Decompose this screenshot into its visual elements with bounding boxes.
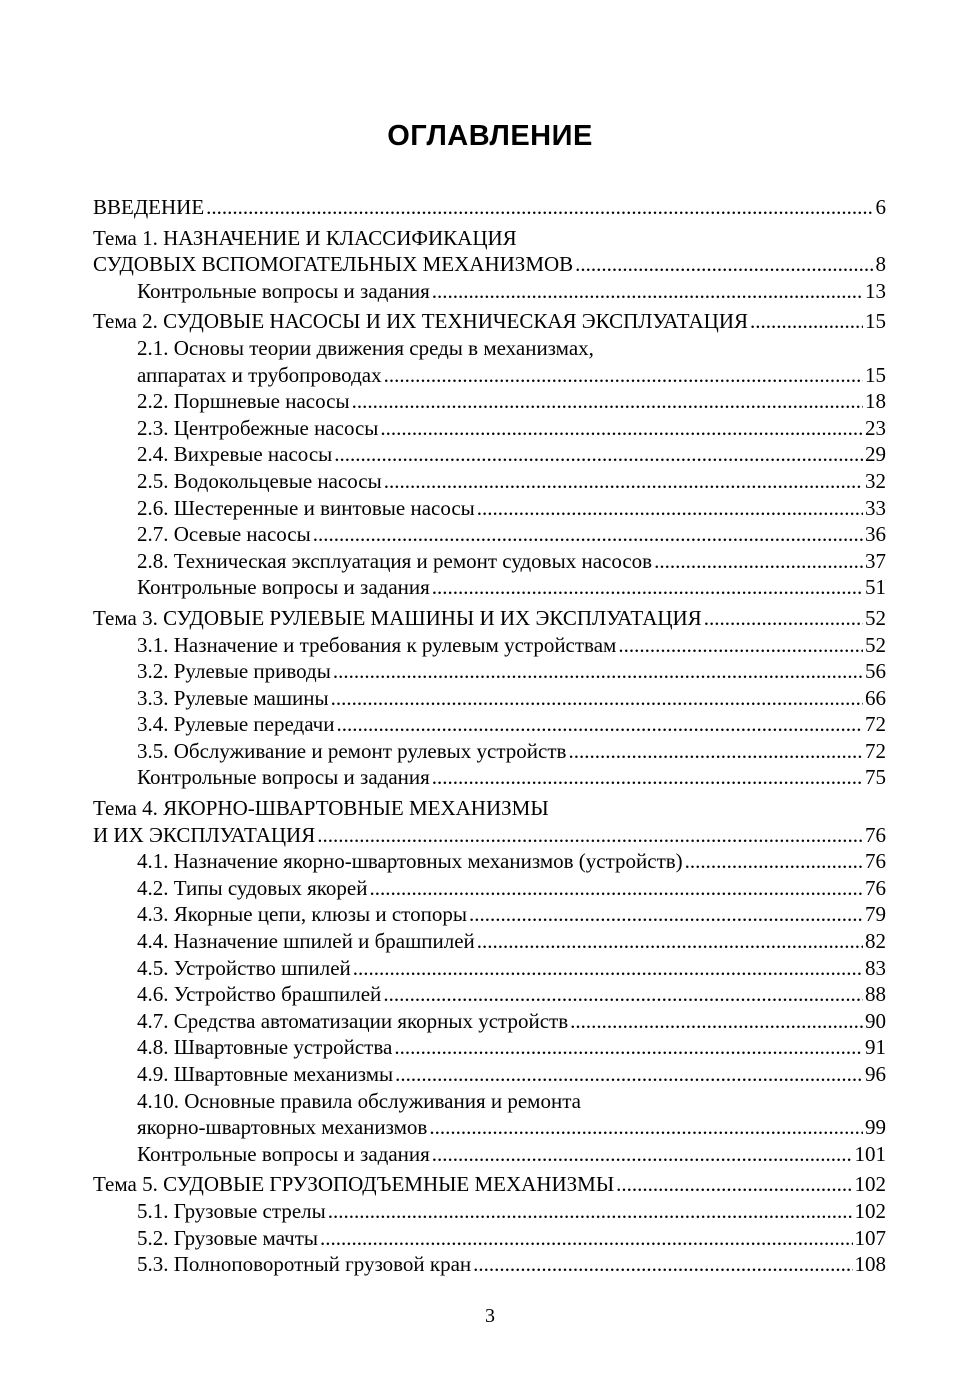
toc-entry-2-1[interactable]: аппаратах и трубопроводах ..... 15 xyxy=(93,362,886,389)
toc-entry-2-3[interactable]: 2.3. Центробежные насосы ..... 23 xyxy=(93,415,886,442)
toc-entry-3-2[interactable]: 3.2. Рулевые приводы ..... 56 xyxy=(93,658,886,685)
toc-entry-4-2[interactable]: 4.2. Типы судовых якорей ..... 76 xyxy=(93,875,886,902)
toc-entry-2-7[interactable]: 2.7. Осевые насосы ..... 36 xyxy=(93,521,886,548)
toc-entry-topic-1-line-1[interactable]: Тема 1. НАЗНАЧЕНИЕ И КЛАССИФИКАЦИЯ xyxy=(93,225,517,250)
toc-entry-4-1[interactable]: 4.1. Назначение якорно-швартовных механизмов (устройств) ..... 76 xyxy=(93,848,886,875)
toc-entry-4-7[interactable]: 4.7. Средства автоматизации якорных устройств ..... 90 xyxy=(93,1008,886,1035)
toc-entry-5-3[interactable]: 5.3. Полноповоротный грузовой кран ..... 108 xyxy=(93,1251,886,1278)
page-number: 3 xyxy=(485,1305,495,1327)
toc-entry-4-9[interactable]: 4.9. Швартовные механизмы ..... 96 xyxy=(93,1061,886,1088)
toc-entry-topic-2-questions[interactable]: Контрольные вопросы и задания ..... 51 xyxy=(93,574,886,601)
toc-entry-topic-4[interactable]: И ИХ ЭКСПЛУАТАЦИЯ ..... 76 xyxy=(93,822,886,849)
toc-entry-topic-1-questions[interactable]: Контрольные вопросы и задания ..... 13 xyxy=(93,278,886,305)
toc-entry-4-10-line-1[interactable]: 4.10. Основные правила обслуживания и ремонта xyxy=(137,1088,581,1113)
toc-entry-topic-3-questions[interactable]: Контрольные вопросы и задания ..... 75 xyxy=(93,764,886,791)
toc-entry-4-5[interactable]: 4.5. Устройство шпилей ..... 83 xyxy=(93,955,886,982)
toc-entry-2-4[interactable]: 2.4. Вихревые насосы ..... 29 xyxy=(93,441,886,468)
toc-entry-3-5[interactable]: 3.5. Обслуживание и ремонт рулевых устройств ..... 72 xyxy=(93,738,886,765)
toc-entry-topic-5[interactable]: Тема 5. СУДОВЫЕ ГРУЗОПОДЪЕМНЫЕ МЕХАНИЗМЫ ..... 102 xyxy=(93,1171,886,1198)
toc-entry-3-3[interactable]: 3.3. Рулевые машины ..... 66 xyxy=(93,685,886,712)
toc-entry-3-4[interactable]: 3.4. Рулевые передачи ..... 72 xyxy=(93,711,886,738)
page-title: ОГЛАВЛЕНИЕ xyxy=(387,120,593,152)
toc-entry-4-8[interactable]: 4.8. Швартовные устройства ..... 91 xyxy=(93,1034,886,1061)
toc-entry-topic-2[interactable]: Тема 2. СУДОВЫЕ НАСОСЫ И ИХ ТЕХНИЧЕСКАЯ ЭКСПЛУАТАЦИЯ ..... 15 xyxy=(93,308,886,335)
table-of-contents xyxy=(93,194,886,1278)
toc-entry-topic-4-line-1[interactable]: Тема 4. ЯКОРНО-ШВАРТОВНЫЕ МЕХАНИЗМЫ xyxy=(93,796,549,821)
toc-entry-2-8[interactable]: 2.8. Техническая эксплуатация и ремонт судовых насосов ..... 37 xyxy=(93,548,886,575)
toc-entry-4-6[interactable]: 4.6. Устройство брашпилей ..... 88 xyxy=(93,981,886,1008)
toc-entry-4-4[interactable]: 4.4. Назначение шпилей и брашпилей ..... 82 xyxy=(93,928,886,955)
toc-entry-2-5[interactable]: 2.5. Водокольцевые насосы ..... 32 xyxy=(93,468,886,495)
toc-entry-4-3[interactable]: 4.3. Якорные цепи, клюзы и стопоры ..... 79 xyxy=(93,901,886,928)
toc-entry-topic-4-questions[interactable]: Контрольные вопросы и задания ..... 101 xyxy=(93,1141,886,1168)
toc-entry-topic-1[interactable]: СУДОВЫХ ВСПОМОГАТЕЛЬНЫХ МЕХАНИЗМОВ ..... 8 xyxy=(93,251,886,278)
toc-entry-introduction[interactable]: ВВЕДЕНИЕ ..... 6 xyxy=(93,194,886,221)
toc-entry-2-2[interactable]: 2.2. Поршневые насосы ..... 18 xyxy=(93,388,886,415)
toc-entry-5-1[interactable]: 5.1. Грузовые стрелы ..... 102 xyxy=(93,1198,886,1225)
toc-entry-2-1-line-1[interactable]: 2.1. Основы теории движения среды в механизмах, xyxy=(137,335,594,360)
toc-entry-topic-3[interactable]: Тема 3. СУДОВЫЕ РУЛЕВЫЕ МАШИНЫ И ИХ ЭКСПЛУАТАЦИЯ ..... 52 xyxy=(93,605,886,632)
toc-entry-3-1[interactable]: 3.1. Назначение и требования к рулевым устройствам ..... 52 xyxy=(93,632,886,659)
toc-entry-2-6[interactable]: 2.6. Шестеренные и винтовые насосы ..... 33 xyxy=(93,495,886,522)
toc-entry-5-2[interactable]: 5.2. Грузовые мачты ..... 107 xyxy=(93,1225,886,1252)
toc-entry-4-10[interactable]: якорно-швартовных механизмов ..... 99 xyxy=(93,1114,886,1141)
